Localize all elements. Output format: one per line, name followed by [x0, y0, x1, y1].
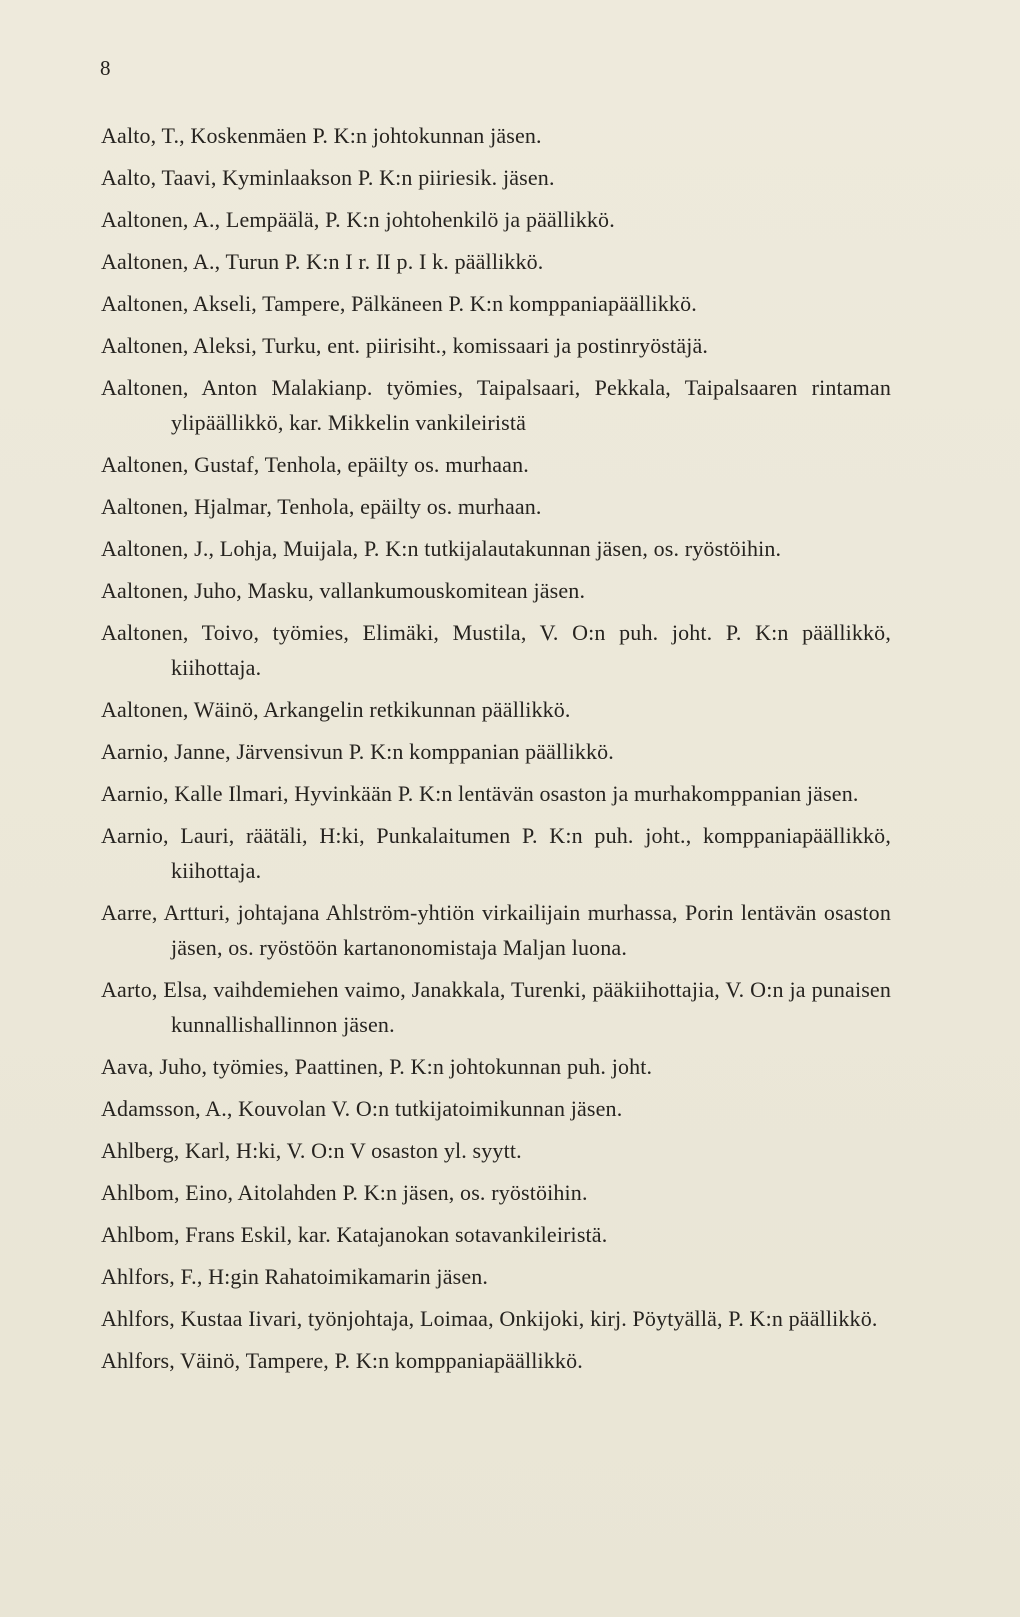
- register-entry: Ahlbom, Frans Eskil, kar. Katajanokan sotavankileiristä.: [101, 1222, 608, 1247]
- register-entry: Aaltonen, Juho, Masku, vallankumouskomitean jäsen.: [101, 578, 586, 603]
- register-entry: Ahlfors, Väinö, Tampere, P. K:n komppaniapäällikkö.: [101, 1348, 583, 1373]
- register-entry: Aaltonen, A., Turun P. K:n I r. II p. I k. päällikkö.: [101, 249, 544, 274]
- register-entry: Aaltonen, Aleksi, Turku, ent. piirisiht., komissaari ja postinryöstäjä.: [101, 333, 709, 358]
- register-entry: Aaltonen, Anton Malakianp. työmies, Taipalsaari, Pekkala, Taipalsaaren rintaman ylipäällikkö, kar. Mikkelin vankileiristä: [101, 375, 891, 435]
- register-entry: Aarre, Artturi, johtajana Ahlström-yhtiön virkailijain murhassa, Porin lentävän osaston jäsen, os. ryöstöön kartanonomistaja Maljan luona.: [101, 900, 891, 960]
- page-number: 8: [100, 56, 111, 80]
- register-entry: Aaltonen, A., Lempäälä, P. K:n johtohenkilö ja päällikkö.: [101, 207, 615, 232]
- register-entry: Aarto, Elsa, vaihdemiehen vaimo, Janakkala, Turenki, pääkiihottajia, V. O:n ja punaisen kunnallishallinnon jäsen.: [101, 977, 891, 1037]
- register-entry: Ahlfors, Kustaa Iivari, työnjohtaja, Loimaa, Onkijoki, kirj. Pöytyällä, P. K:n päällikkö.: [101, 1306, 878, 1331]
- register-entry: Aaltonen, Toivo, työmies, Elimäki, Mustila, V. O:n puh. joht. P. K:n päällikkö, kiihottaja.: [101, 620, 891, 680]
- register-entry: Aarnio, Kalle Ilmari, Hyvinkään P. K:n lentävän osaston ja murhakomppanian jäsen.: [101, 781, 859, 806]
- register-entry: Ahlfors, F., H:gin Rahatoimikamarin jäsen.: [101, 1264, 489, 1289]
- register-entry: Aaltonen, Akseli, Tampere, Pälkäneen P. K:n komppaniapäällikkö.: [101, 291, 697, 316]
- register-entry: Ahlbom, Eino, Aitolahden P. K:n jäsen, os. ryöstöihin.: [101, 1180, 588, 1205]
- register-entry: Aava, Juho, työmies, Paattinen, P. K:n johtokunnan puh. joht.: [101, 1054, 653, 1079]
- register-entry: Aalto, Taavi, Kyminlaakson P. K:n piiriesik. jäsen.: [101, 165, 555, 190]
- register-entry: Aarnio, Lauri, räätäli, H:ki, Punkalaitumen P. K:n puh. joht., komppaniapäällikkö, kiihottaja.: [101, 823, 891, 883]
- register-entry: Aaltonen, Wäinö, Arkangelin retkikunnan päällikkö.: [101, 697, 571, 722]
- register-entry: Ahlberg, Karl, H:ki, V. O:n V osaston yl. syytt.: [101, 1138, 522, 1163]
- register-entry: Aaltonen, Hjalmar, Tenhola, epäilty os. murhaan.: [101, 494, 542, 519]
- register-entry: Aarnio, Janne, Järvensivun P. K:n komppanian päällikkö.: [101, 739, 614, 764]
- register-entry: Aaltonen, Gustaf, Tenhola, epäilty os. murhaan.: [101, 452, 529, 477]
- register-entry-list: [101, 118, 891, 1385]
- register-entry: Aaltonen, J., Lohja, Muijala, P. K:n tutkijalautakunnan jäsen, os. ryöstöihin.: [101, 536, 782, 561]
- register-entry: Adamsson, A., Kouvolan V. O:n tutkijatoimikunnan jäsen.: [101, 1096, 623, 1121]
- register-entry: Aalto, T., Koskenmäen P. K:n johtokunnan jäsen.: [101, 123, 542, 148]
